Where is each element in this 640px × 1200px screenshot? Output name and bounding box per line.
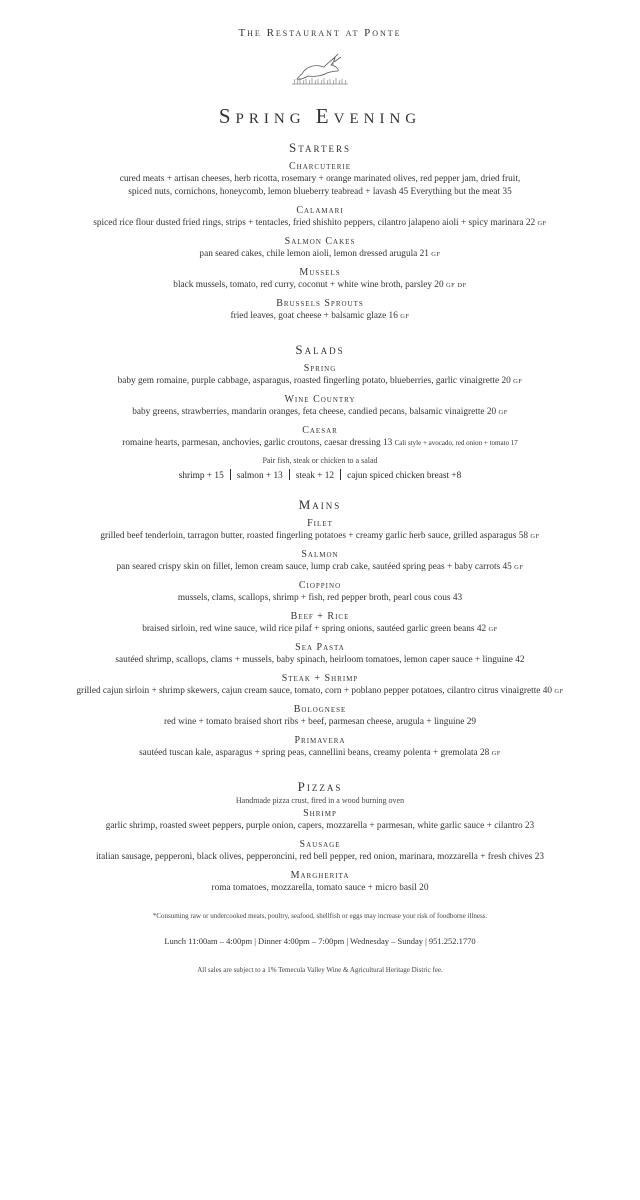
menu-item-salmon-cakes bbox=[0, 235, 640, 261]
dietary-tag: GF bbox=[530, 533, 540, 540]
item-description bbox=[0, 623, 640, 636]
item-extra-option: Cali style + avocado, red onion + tomato 17 bbox=[394, 439, 518, 447]
dietary-tag: GF bbox=[498, 409, 508, 416]
addon-salmon: salmon + 13 bbox=[236, 471, 283, 481]
menu-item-cioppino bbox=[0, 579, 640, 605]
item-description bbox=[0, 561, 640, 574]
item-description bbox=[0, 248, 640, 261]
menu-item-spring bbox=[0, 362, 640, 388]
divider bbox=[289, 469, 290, 480]
section-title-salads: Salads bbox=[295, 342, 345, 357]
dietary-tag: GF bbox=[514, 564, 524, 571]
item-desc-text: spiced rice flour dusted fried rings, strips + tentacles, fried shishito peppers, cilantro jalapeno aioli + spicy marinara 22 bbox=[93, 218, 536, 228]
section-starters bbox=[0, 140, 640, 323]
item-description: cured meats + artisan cheeses, herb ricotta, rosemary + orange marinated olives, red pepper jam, dried fruit, bbox=[119, 174, 521, 184]
section-title-mains: Mains bbox=[298, 497, 342, 512]
addon-chicken: cajun spiced chicken breast +8 bbox=[347, 471, 462, 481]
item-name: Margherita bbox=[290, 870, 350, 881]
divider bbox=[340, 469, 341, 480]
section-pizzas bbox=[0, 779, 640, 895]
menu-item-wine-country bbox=[0, 393, 640, 419]
item-name: Brussels Sprouts bbox=[276, 298, 364, 309]
menu-item-charcuterie bbox=[0, 160, 640, 199]
item-description: italian sausage, pepperoni, black olives, pepperoncini, red bell pepper, red onion, marinara, mozzarella + fresh chives 23 bbox=[95, 852, 545, 862]
section-title-starters: Starters bbox=[289, 140, 351, 155]
item-desc-text: grilled cajun sirloin + shrimp skewers, cajun cream sauce, tomato, corn + poblano pepper potatoes, cilantro citrus vinaigrette 40 bbox=[76, 686, 553, 696]
menu-item-sea-pasta bbox=[0, 641, 640, 667]
item-description bbox=[0, 592, 640, 605]
section-salads bbox=[0, 342, 640, 483]
item-desc-text: sautéed shrimp, scallops, clams + mussels, baby spinach, heirloom tomatoes, lemon caper sauce + linguine 42 bbox=[115, 655, 525, 665]
item-description bbox=[0, 217, 640, 230]
item-desc-text: mussels, clams, scallops, shrimp + fish, red pepper broth, pearl cous cous 43 bbox=[177, 593, 463, 603]
dietary-tag: GF bbox=[431, 251, 441, 258]
item-name: Sea Pasta bbox=[295, 642, 345, 653]
item-name: Primavera bbox=[294, 735, 346, 746]
menu-title: Spring Evening bbox=[218, 104, 422, 128]
item-name: Calamari bbox=[296, 205, 344, 216]
item-name: Spring bbox=[303, 363, 337, 374]
item-desc-text: red wine + tomato braised short ribs + beef, parmesan cheese, arugula + linguine 29 bbox=[163, 717, 477, 727]
item-desc-text: baby gem romaine, purple cabbage, asparagus, roasted fingerling potato, blueberries, garlic vinaigrette 20 bbox=[117, 376, 511, 386]
item-description bbox=[0, 279, 640, 292]
section-mains bbox=[0, 497, 640, 760]
menu-item-brussels-sprouts bbox=[0, 297, 640, 323]
fee-notice: All sales are subject to a 1% Temecula Valley Wine & Agricultural Heritage Distric fee. bbox=[197, 966, 443, 974]
item-desc-text: pan seared cakes, chile lemon aioli, lemon dressed arugula 21 bbox=[199, 249, 429, 259]
item-desc-text: baby greens, strawberries, mandarin oranges, feta cheese, candied pecans, balsamic vinaigrette 20 bbox=[132, 407, 497, 417]
pizzas-subtitle: Handmade pizza crust, fired in a wood burning oven bbox=[235, 796, 405, 805]
dietary-tag: GF bbox=[554, 688, 564, 695]
section-title-pizzas: Pizzas bbox=[297, 779, 343, 794]
item-name: Beef + Rice bbox=[290, 611, 350, 622]
menu-item-salmon bbox=[0, 548, 640, 574]
item-desc-text: romaine hearts, parmesan, anchovies, garlic croutons, caesar dressing 13 bbox=[122, 438, 393, 448]
menu-item-shrimp-pizza bbox=[0, 807, 640, 833]
dietary-tag: GF bbox=[400, 313, 410, 320]
menu-item-beef-rice bbox=[0, 610, 640, 636]
item-name: Sausage bbox=[299, 839, 341, 850]
item-description bbox=[0, 530, 640, 543]
dietary-tag: GF bbox=[513, 378, 523, 385]
menu-item-bolognese bbox=[0, 703, 640, 729]
item-description bbox=[0, 437, 640, 450]
item-name: Charcuterie bbox=[288, 161, 351, 172]
dietary-tag: GF DF bbox=[445, 282, 467, 289]
menu-item-primavera bbox=[0, 734, 640, 760]
menu-item-filet bbox=[0, 517, 640, 543]
item-description: spiced nuts, cornichons, honeycomb, lemon blueberry teabread + lavash 45 Everything but the meat 35 bbox=[128, 187, 512, 197]
item-name: Salmon Cakes bbox=[284, 236, 356, 247]
menu-item-margherita-pizza bbox=[0, 869, 640, 895]
item-desc-text: pan seared crispy skin on fillet, lemon cream sauce, lump crab cake, sautéed spring peas + baby carrots 45 bbox=[116, 562, 512, 572]
item-description bbox=[0, 310, 640, 323]
dietary-tag: GF bbox=[537, 220, 547, 227]
menu-item-caesar bbox=[0, 424, 640, 450]
menu-item-mussels bbox=[0, 266, 640, 292]
divider bbox=[230, 469, 231, 480]
item-desc-text: grilled beef tenderloin, tarragon butter, roasted fingerling potatoes + creamy garlic herb sauce, grilled asparagus 58 bbox=[100, 531, 529, 541]
item-desc-text: fried leaves, goat cheese + balsamic glaze 16 bbox=[230, 311, 398, 321]
leaping-hare-logo-icon bbox=[288, 50, 352, 90]
item-name: Shrimp bbox=[303, 808, 337, 819]
item-name: Salmon bbox=[301, 549, 339, 560]
menu-item-calamari bbox=[0, 204, 640, 230]
restaurant-name: The Restaurant at Ponte bbox=[238, 27, 402, 39]
item-description: roma tomatoes, mozzarella, tomato sauce + micro basil 20 bbox=[211, 883, 429, 893]
menu-item-steak-shrimp bbox=[0, 672, 640, 698]
item-description: garlic shrimp, roasted sweet peppers, purple onion, capers, mozzarella + parmesan, white garlic sauce + cilantro 23 bbox=[105, 821, 535, 831]
addon-shrimp: shrimp + 15 bbox=[178, 471, 224, 481]
item-description bbox=[0, 747, 640, 760]
item-desc-text: sautéed tuscan kale, asparagus + spring peas, cannellini beans, creamy polenta + gremolata 28 bbox=[139, 748, 490, 758]
dietary-tag: GF bbox=[488, 626, 498, 633]
item-name: Filet bbox=[307, 518, 333, 529]
item-description bbox=[0, 716, 640, 729]
item-name: Caesar bbox=[302, 425, 338, 436]
item-description bbox=[0, 375, 640, 388]
item-name: Bolognese bbox=[293, 704, 347, 715]
dietary-tag: GF bbox=[491, 750, 501, 757]
item-name: Wine Country bbox=[284, 394, 356, 405]
item-description bbox=[0, 654, 640, 667]
item-name: Mussels bbox=[299, 267, 341, 278]
item-description bbox=[0, 685, 640, 698]
menu-content bbox=[0, 140, 640, 974]
protein-addons bbox=[0, 469, 640, 483]
menu-item-sausage-pizza bbox=[0, 838, 640, 864]
item-desc-text: black mussels, tomato, red curry, coconut + white wine broth, parsley 20 bbox=[173, 280, 444, 290]
hours-and-phone: Lunch 11:00am – 4:00pm | Dinner 4:00pm – 7:00pm | Wednesday – Sunday | 951.252.1770 bbox=[164, 936, 476, 946]
pair-protein-label: Pair fish, steak or chicken to a salad bbox=[262, 456, 378, 465]
item-name: Steak + Shrimp bbox=[281, 673, 359, 684]
item-description bbox=[0, 406, 640, 419]
item-desc-text: braised sirloin, red wine sauce, wild rice pilaf + spring onions, sautéed garlic green beans 42 bbox=[142, 624, 487, 634]
item-name: Cioppino bbox=[298, 580, 342, 591]
consumer-notice: *Consuming raw or undercooked meats, poultry, seafood, shellfish or eggs may increase your risk of foodborne illness. bbox=[152, 912, 488, 920]
addon-steak: steak + 12 bbox=[295, 471, 335, 481]
